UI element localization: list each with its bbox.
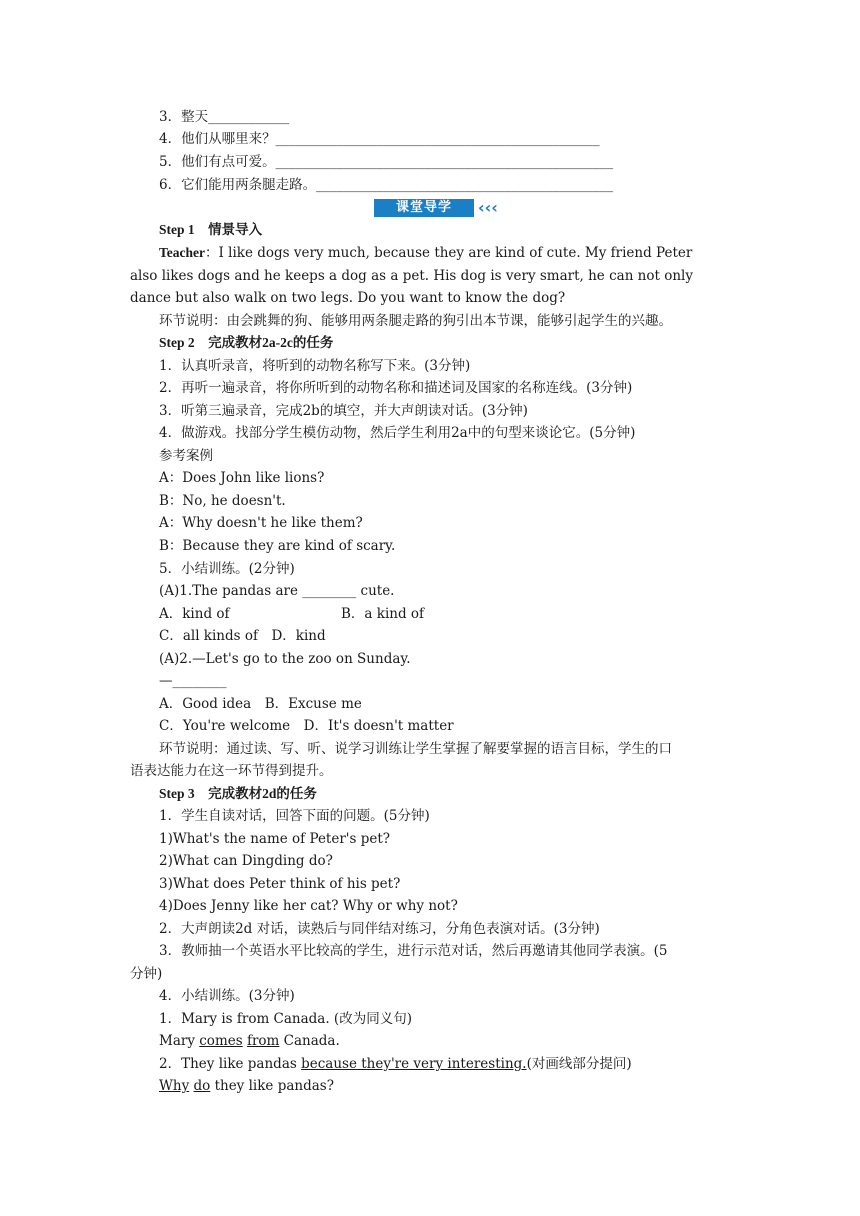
step3-task-2: 2．大声朗读2d 对话，读熟后与同伴结对练习，分角色表演对话。(3分钟) (159, 921, 600, 937)
step2-task-4: 4．做游戏。找部分学生模仿动物，然后学生利用2a中的句型来谈论它。(5分钟) (159, 425, 636, 441)
dialog-line-2: B：No, he doesn't. (159, 493, 286, 509)
exercise-1-answer-prefix: Mary (159, 1033, 200, 1049)
step1-teacher-line3: dance but also walk on two legs. Do you want to know the dog? (130, 290, 566, 306)
step1-teacher-line1 (159, 244, 692, 262)
step2-note-line2: 语表达能力在这一环节得到提升。 (130, 763, 333, 779)
exercise-1-answer-word-1: comes (199, 1033, 243, 1049)
dialog-line-4: B：Because they are kind of scary. (159, 538, 396, 554)
step1-note: 环节说明：由会跳舞的狗、能够用两条腿走路的狗引出本节课，能够引起学生的兴趣。 (159, 313, 672, 329)
step3-task-1: 1．学生自读对话，回答下面的问题。(5分钟) (159, 808, 430, 824)
exercise-2-answer-suffix: they like pandas? (210, 1078, 334, 1094)
question-1-option-a: A．kind of (159, 606, 230, 622)
step3-question-2: 2)What can Dingding do? (159, 853, 333, 869)
section-banner (374, 199, 522, 217)
question-1-options-cd: C．all kinds of D．kind (159, 628, 326, 644)
question-2-blank: —________ (159, 673, 227, 689)
exercise-2 (159, 1055, 632, 1073)
dialog-line-1: A：Does John like lions? (159, 470, 325, 486)
exercise-1: 1．Mary is from Canada. (改为同义句) (159, 1011, 412, 1027)
exercise-1-answer-suffix: Canada. (279, 1033, 340, 1049)
step3-question-3: 3)What does Peter think of his pet? (159, 876, 401, 892)
blank-item-3: 3．整天____________ (159, 109, 290, 125)
step3-question-1: 1)What's the name of Peter's pet? (159, 831, 391, 847)
exercise-2-answer-word-1: Why (159, 1078, 190, 1094)
exercise-2-underlined: because they're very interesting. (301, 1056, 527, 1072)
question-1-option-b: B．a kind of (341, 606, 425, 622)
exercise-2-answer (159, 1077, 334, 1095)
question-2-options-ab: A．Good idea B．Excuse me (159, 696, 362, 712)
step2-summary: 5．小结训练。(2分钟) (159, 561, 295, 577)
chevron-left-icon: ‹‹‹ (478, 198, 498, 217)
step2-note-line1: 环节说明：通过读、写、听、说学习训练让学生掌握了解要掌握的语言目标，学生的口 (159, 741, 672, 757)
exercise-2-prefix: 2．They like pandas (159, 1056, 302, 1072)
step3-task-4: 4．小结训练。(3分钟) (159, 988, 295, 1004)
step1-teacher-line2: also likes dogs and he keeps a dog as a pet. His dog is very smart, he can not only (130, 268, 693, 284)
exercise-2-instruction: (对画线部分提问) (526, 1056, 632, 1072)
dialog-line-3: A：Why doesn't he like them? (159, 515, 363, 531)
step1-title: Step 1 情景导入 (159, 222, 263, 237)
blank-item-4: 4．他们从哪里来？________________________________________________ (159, 131, 600, 147)
step2-task-1: 1．认真听录音，将听到的动物名称写下来。(3分钟) (159, 358, 471, 374)
exercise-2-answer-word-2: do (193, 1078, 211, 1094)
step2-title: Step 2 完成教材2a-2c的任务 (159, 335, 334, 350)
blank-item-6: 6．它们能用两条腿走路。____________________________________________ (159, 177, 614, 193)
step3-task-3-line1: 3．教师抽一个英语水平比较高的学生，进行示范对话，然后再邀请其他同学表演。(5 (159, 943, 668, 959)
step2-task-2: 2．再听一遍录音，将你所听到的动物名称和描述词及国家的名称连线。(3分钟) (159, 380, 633, 396)
exercise-1-answer (159, 1032, 340, 1050)
question-1: (A)1.The pandas are ________ cute. (159, 583, 395, 599)
question-2-options-cd: C．You're welcome D．It's doesn't matter (159, 718, 454, 734)
teacher-label: Teacher (159, 245, 205, 260)
banner-label: 课堂导学 (374, 199, 474, 217)
exercise-1-answer-word-2: from (246, 1033, 280, 1049)
teacher-text-1: ：I like dogs very much, because they are kind of cute. My friend Peter (205, 245, 693, 261)
step3-task-3-line2: 分钟) (130, 966, 163, 982)
question-2: (A)2.—Let's go to the zoo on Sunday. (159, 651, 411, 667)
step3-title: Step 3 完成教材2d的任务 (159, 786, 317, 801)
blank-item-5: 5．他们有点可爱。__________________________________________________ (159, 154, 614, 170)
step2-task-3: 3．听第三遍录音，完成2b的填空，并大声朗读对话。(3分钟) (159, 403, 528, 419)
step3-question-4: 4)Does Jenny like her cat? Why or why not? (159, 898, 458, 914)
example-title: 参考案例 (159, 448, 213, 464)
